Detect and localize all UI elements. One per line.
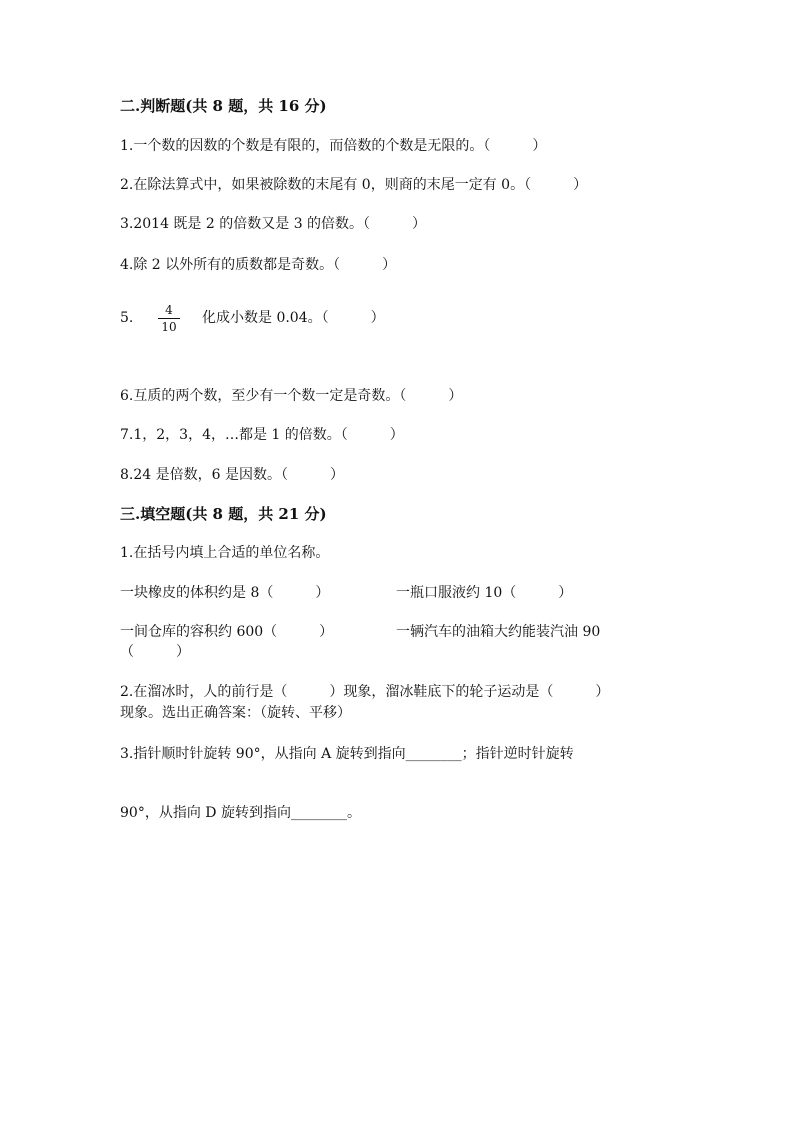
fraction-denominator: 10 [161,320,177,334]
fill-question-2-line-1: 2.在溜冰时，人的前行是（ ）现象，溜冰鞋底下的轮子运动是（ ） [120,684,610,700]
judge-question-6: 6.互质的两个数，至少有一个数一定是奇数。（ ） [120,388,463,404]
fill-question-3-line-1: 3.指针顺时针旋转 90°，从指向 A 旋转到指向________；指针逆时针旋转 [120,746,574,762]
fraction [158,302,180,335]
fill-question-3-line-2: 90°，从指向 D 旋转到指向________。 [120,805,361,821]
judge-question-5-number: 5. [120,310,134,326]
judge-question-5-text: 化成小数是 0.04。（ ） [202,310,385,326]
judge-question-4: 4.除 2 以外所有的质数都是奇数。（ ） [120,257,397,273]
fill-question-1c: 一间仓库的容积约 600（ ） [120,624,334,640]
fill-question-1: 1.在括号内填上合适的单位名称。 [120,545,330,561]
section-3-heading: 三.填空题(共 8 题，共 21 分) [120,505,327,523]
fill-question-1a: 一块橡皮的体积约是 8（ ） [120,585,330,601]
fill-question-1b: 一瓶口服液约 10（ ） [396,585,573,601]
judge-question-3: 3.2014 既是 2 的倍数又是 3 的倍数。（ ） [120,216,427,232]
judge-question-7: 7.1，2，3，4，…都是 1 的倍数。（ ） [120,427,404,443]
fraction-numerator: 4 [158,302,180,319]
judge-question-1: 1.一个数的因数的个数是有限的，而倍数的个数是无限的。（ ） [120,138,547,154]
judge-question-2: 2.在除法算式中，如果被除数的末尾有 0，则商的末尾一定有 0。（ ） [120,177,588,193]
section-2-heading: 二.判断题(共 8 题，共 16 分) [120,97,327,115]
fill-question-2-line-2: 现象。选出正确答案：（旋转、平移） [120,705,351,721]
judge-question-8: 8.24 是倍数，6 是因数。（ ） [120,467,344,483]
fill-question-1d-continued: （ ） [120,644,190,660]
fill-question-1d: 一辆汽车的油箱大约能装汽油 90 [396,624,601,640]
